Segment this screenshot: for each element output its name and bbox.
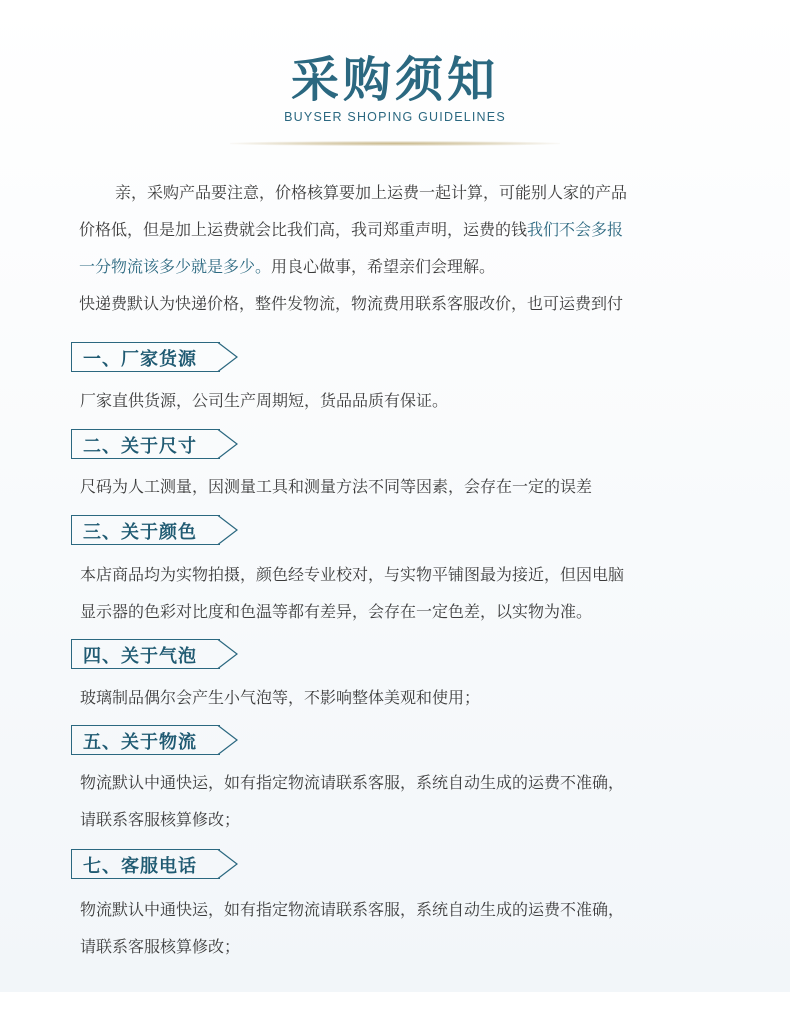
chevron-right-icon — [217, 515, 239, 547]
intro-text-segment: 用良心做事，希望亲们会理解。 — [271, 257, 496, 276]
section-line: 请联系客服核算修改； — [80, 937, 241, 956]
section-heading-label: 二、关于尺寸 — [83, 436, 197, 457]
section-heading-label: 七、客服电话 — [83, 856, 197, 877]
intro-line — [79, 248, 719, 285]
section-line: 本店商品均为实物拍摄，颜色经专业校对，与实物平铺图最为接近，但因电脑 — [80, 565, 625, 584]
page-subtitle: BUYSER SHOPING GUIDELINES — [284, 110, 506, 124]
chevron-right-icon — [217, 429, 239, 461]
title-divider — [230, 141, 560, 146]
chevron-right-icon — [217, 342, 239, 374]
section-line: 物流默认中通快运，如有指定物流请联系客服，系统自动生成的运费不准确， — [80, 773, 625, 792]
intro-highlight: 我们不会多报 — [527, 220, 624, 239]
intro-line: 快递费默认为快递价格，整件发物流，物流费用联系客服改价，也可运费到付 — [79, 294, 624, 313]
intro-text — [79, 174, 719, 322]
section-line: 厂家直供货源，公司生产周期短，货品品质有保证。 — [80, 391, 449, 410]
page-title: 采购须知 — [290, 52, 499, 108]
section-body — [80, 679, 730, 716]
section-body — [80, 556, 730, 630]
section-line: 请联系客服核算修改； — [80, 810, 241, 829]
section-line: 尺码为人工测量，因测量工具和测量方法不同等因素，会存在一定的误差 — [80, 477, 593, 496]
section-line: 物流默认中通快运，如有指定物流请联系客服，系统自动生成的运费不准确， — [80, 900, 625, 919]
section-body — [80, 468, 730, 505]
section-heading-label: 一、厂家货源 — [83, 349, 197, 370]
section-heading-label: 五、关于物流 — [83, 732, 197, 753]
intro-line: 亲，采购产品要注意，价格核算要加上运费一起计算，可能别人家的产品 — [115, 183, 628, 202]
section-heading-label: 四、关于气泡 — [83, 646, 197, 667]
section-line: 玻璃制品偶尔会产生小气泡等，不影响整体美观和使用； — [80, 688, 481, 707]
page-header — [0, 52, 790, 124]
intro-text-segment: 价格低，但是加上运费就会比我们高，我司郑重声明，运费的钱 — [79, 220, 528, 239]
section-body — [80, 891, 730, 965]
chevron-right-icon — [217, 849, 239, 881]
intro-highlight: 一分物流该多少就是多少。 — [79, 257, 272, 276]
section-body — [80, 764, 730, 838]
section-body — [80, 382, 730, 419]
chevron-right-icon — [217, 725, 239, 757]
section-heading-label: 三、关于颜色 — [83, 522, 197, 543]
section-line: 显示器的色彩对比度和色温等都有差异，会存在一定色差，以实物为准。 — [80, 602, 593, 621]
intro-line — [79, 211, 719, 248]
chevron-right-icon — [217, 639, 239, 671]
